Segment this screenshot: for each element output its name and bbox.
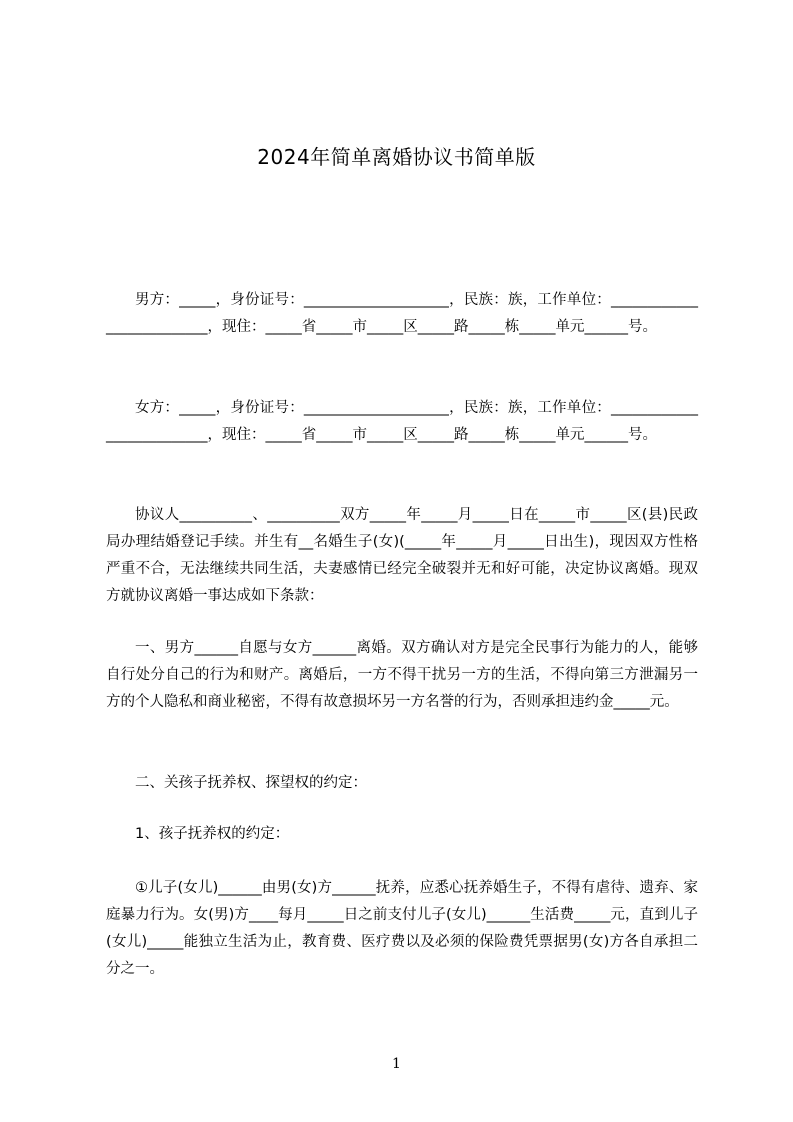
paragraph-custody-terms: ①儿子(女儿)______由男(女)方______抚养，应悉心抚养婚生子，不得有虐待、遗弃、家庭暴力行为。女(男)方____每月_____日之前支付儿子(女儿)______生活费_____元，直到儿子(女儿)_____能独立生活为止，教育费、医疗费以及必须的保险费凭票据男(女)方各自承担二分之一。 <box>106 880 698 977</box>
document-title: 2024年简单离婚协议书简单版 <box>257 145 536 169</box>
paragraph-wife-info: 女方：_____，身份证号：____________________，民族：族，工作单位：__________________________，现住：_____省_____市_____区_____路_____栋_____单元______号。 <box>106 400 698 443</box>
paragraph-custody-heading: 1、孩子抚养权的约定： <box>135 826 290 842</box>
paragraph-clause-one: 一、男方______自愿与女方______离婚。双方确认对方是完全民事行为能力的人，能够自行处分自己的行为和财产。离婚后，一方不得干扰另一方的生活，不得向第三方泄漏另一方的个人隐私和商业秘密，不得有故意损坏另一方名誉的行为，否则承担违约金_____元。 <box>106 640 698 710</box>
paragraph-husband-info: 男方：_____，身份证号：____________________，民族：族，工作单位：__________________________，现住：_____省_____市_____区_____路_____栋_____单元______号。 <box>106 292 698 335</box>
paragraph-clause-two-heading: 二、关孩子抚养权、探望权的约定： <box>135 775 367 791</box>
paragraph-agreement-intro: 协议人__________、__________双方_____年_____月_____日在_____市_____区(县)民政局办理结婚登记手续。并生有__名婚生子(女)(_____年_____月_____日出生)，现因双方性格严重不合，无法继续共同生活，夫妻感情已经完全破裂并无和好可能，决定协议离婚。现双方就协议离婚一事达成如下条款： <box>106 507 698 604</box>
page-number: 1 <box>392 1056 401 1072</box>
